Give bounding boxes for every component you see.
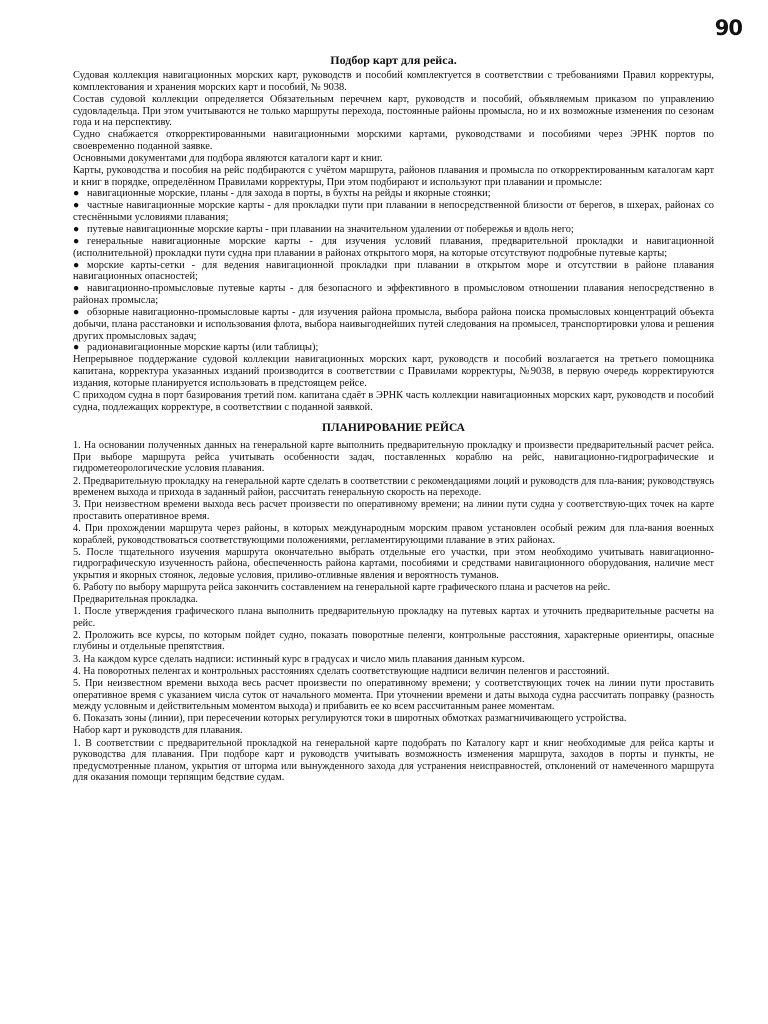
planning-item: 3. На каждом курсе сделать надписи: истинный курс в градусах и число миль плавания данным курсом. xyxy=(73,653,525,665)
subsection-heading: Набор карт и руководств для плавания. xyxy=(73,725,243,737)
planning-item: 5. При неизвестном времени выхода весь расчет произвести по оперативному времени; у соответствующих точек на линии пути проставить оперативное время с указанием числа суток от начального момента. При уточнении времени и даты выхода судна рассчитать поправку (разность между условным и действительным моментом выхода) и прибавить ее ко всем рассчитанным ранее моментам. xyxy=(73,678,714,713)
planning-item: 1. В соответствии с предварительной прокладкой на генеральной карте подобрать по Каталогу карт и книг необходимые для рейса карты и руководства для плавания. При подборе карт и руководств учитывать возможность изменения маршрута, заходов в порты и пункты, не предусмотренные планом, укрытия от шторма или вынужденного захода для устранения неисправностей, отклонений от намеченного маршрута для оказания помощи терпящим бедствие судам. xyxy=(73,737,714,784)
planning-item: 6. Показать зоны (линии), при пересечении которых регулируются токи в широтных обмотках размагничивающего устройства. xyxy=(73,713,627,725)
bullet-icon: ● xyxy=(73,223,80,235)
paragraph: Судовая коллекция навигационных морских карт, руководств и пособий комплектуется в соответствии с требованиями Правил корректуры, комплектования и хранения морских карт и пособий, № 9038. xyxy=(73,70,714,93)
paragraph: Непрерывное поддержание судовой коллекции навигационных морских карт, руководств и пособий возлагается на третьего помощника капитана, корректура указанных изданий производится в соответствии с Правилами корректуры, №9038, в первую очередь корректируются издания, которые планируется использовать в предстоящем рейсе. xyxy=(73,354,714,389)
planning-item: 2. Проложить все курсы, по которым пойдет судно, показать поворотные пеленги, контрольные расстояния, характерные ориентиры, опасные глубины и отдельные препятствия. xyxy=(73,629,714,653)
subsection-heading: Предварительная прокладка. xyxy=(73,594,198,606)
bullet-item xyxy=(73,283,714,307)
bullet-icon: ● xyxy=(73,200,80,212)
bullet-text: морские карты-сетки - для ведения навигационной прокладки при плавании в открытом море и отсутствии в районе плавания навигационных опасностей; xyxy=(73,259,714,283)
bullet-icon: ● xyxy=(73,188,80,200)
bullet-text: навигационно-промысловые путевые карты - для безопасного и эффективного в промысловом отношении плавания непосредственно в районах промысла; xyxy=(73,283,714,307)
bullet-item xyxy=(73,236,714,260)
planning-item: 2. Предварительную прокладку на генеральной карте сделать в соответствии с рекомендациями лоций и руководств для пла-вания; руководствуясь временем выхода и прихода в заданный район, рассчитать генеральную скорость на переходе. xyxy=(73,475,714,499)
paragraph: Судно снабжается откорректированными навигационными морскими картами, руководствами и пособиями через ЭРНК портов по своевременно поданной заявке. xyxy=(73,129,714,153)
planning-item: 3. При неизвестном времени выхода весь расчет произвести по оперативному времени; на линии пути судна у соответствую-щих точек на карте проставить оперативное время. xyxy=(73,499,714,522)
bullet-icon: ● xyxy=(73,283,80,295)
planning-item: 6. Работу по выбору маршрута рейса закончить составлением на генеральной карте графического плана и расчетов на рейс. xyxy=(73,581,611,593)
bullet-text: навигационные морские, планы - для захода в порты, в бухты на рейды и якорные стоянки; xyxy=(87,188,491,200)
paragraph: Основными документами для подбора являются каталоги карт и книг. xyxy=(73,152,383,164)
bullet-icon: ● xyxy=(73,342,80,354)
bullet-item xyxy=(73,200,714,224)
bullet-item xyxy=(73,260,714,284)
bullet-text: генеральные навигационные морские карты - для изучения условий плавания, предварительной прокладки и навигационной (исполнительной) прокладки пути судна при плавании в районах открытого моря, на которые отсутствуют подробные путевые карты; xyxy=(73,235,714,259)
planning-item: 1. После утверждения графического плана выполнить предварительную прокладку на путевых картах и уточнить предварительные расчеты на рейс. xyxy=(73,606,714,629)
bullet-item xyxy=(73,342,714,354)
document-body xyxy=(73,53,714,784)
page-title: Подбор карт для рейса. xyxy=(330,53,457,67)
planning-item: 5. После тщательного изучения маршрута окончательно выбрать отдельные его участки, при этом необходимо учитывать навигационно-гидрографическую изученность района, обеспеченность района картами, пособиями и средствами навигационного оборудования, наличие мест укрытия и якорных стоянок, ледовые условия, приливо-отливные явления и вероятность туманов. xyxy=(73,546,714,581)
bullet-text: частные навигационные морские карты - для прокладки пути при плавании в непосредственной близости от берегов, в шхерах, районах со стеснёнными условиями плавания; xyxy=(73,200,714,224)
bullet-item xyxy=(73,307,714,343)
bullet-icon: ● xyxy=(73,259,80,271)
planning-item: 1. На основании полученных данных на генеральной карте выполнить предварительную прокладку и произвести предварительный расчет рейса. При выборе маршрута рейса учитывать особенности задач, поставленных кораблю на рейс, навигационно-гидрографические и гидрометеорологические условия плавания. xyxy=(73,440,714,475)
paragraph: С приходом судна в порт базирования третий пом. капитана сдаёт в ЭРНК часть коллекции навигационных морских карт, руководств и пособий судна, подлежащих корректуре, в соответствии с поданной заявкой. xyxy=(73,389,714,413)
bullet-item xyxy=(73,188,714,200)
planning-item: 4. На поворотных пеленгах и контрольных расстояниях сделать соответствующие надписи величин пеленгов и расстояний. xyxy=(73,665,610,677)
paragraph: Состав судовой коллекции определяется Обязательным перечнем карт, руководств и пособий, объявляемым приказом по управлению судовладельца. При этом учитываются не только маршруты перехода, постоянные районы промысла, но и их возможные изменения по сезонам года и на перспективу. xyxy=(73,93,714,129)
bullet-text: обзорные навигационно-промысловые карты - для изучения района промысла, выбора района поиска промысловых концентраций объекта добычи, плана расстановки и использования флота, выбора наивыгоднейших путей следования на промысел, транспортировки улова и решения других промысловых задач; xyxy=(73,306,714,342)
bullet-item xyxy=(73,224,714,236)
planning-section xyxy=(73,440,714,783)
bullet-icon: ● xyxy=(73,306,80,318)
page-number: 90 xyxy=(714,16,742,40)
bullet-icon: ● xyxy=(73,235,80,247)
bullet-text: радионавигационные морские карты (или таблицы); xyxy=(87,342,319,354)
section-title: ПЛАНИРОВАНИЕ РЕЙСА xyxy=(322,422,465,435)
paragraph: Карты, руководства и пособия на рейс подбираются с учётом маршрута, районов плавания и промысла по откорректированным каталогам карт и книг в порядке, определённом Правилами корректуры, При этом подбирают и используют при плавании и промысле: xyxy=(73,164,714,188)
planning-item: 4. При прохождении маршрута через районы, в которых международным морским правом установлен особый режим для пла-вания военных кораблей, руководствоваться соответствующими положениями, регламентирующими плавание в этих районах. xyxy=(73,523,714,546)
bullet-text: путевые навигационные морские карты - при плавании на значительном удалении от побережья и вдоль него; xyxy=(87,223,574,235)
